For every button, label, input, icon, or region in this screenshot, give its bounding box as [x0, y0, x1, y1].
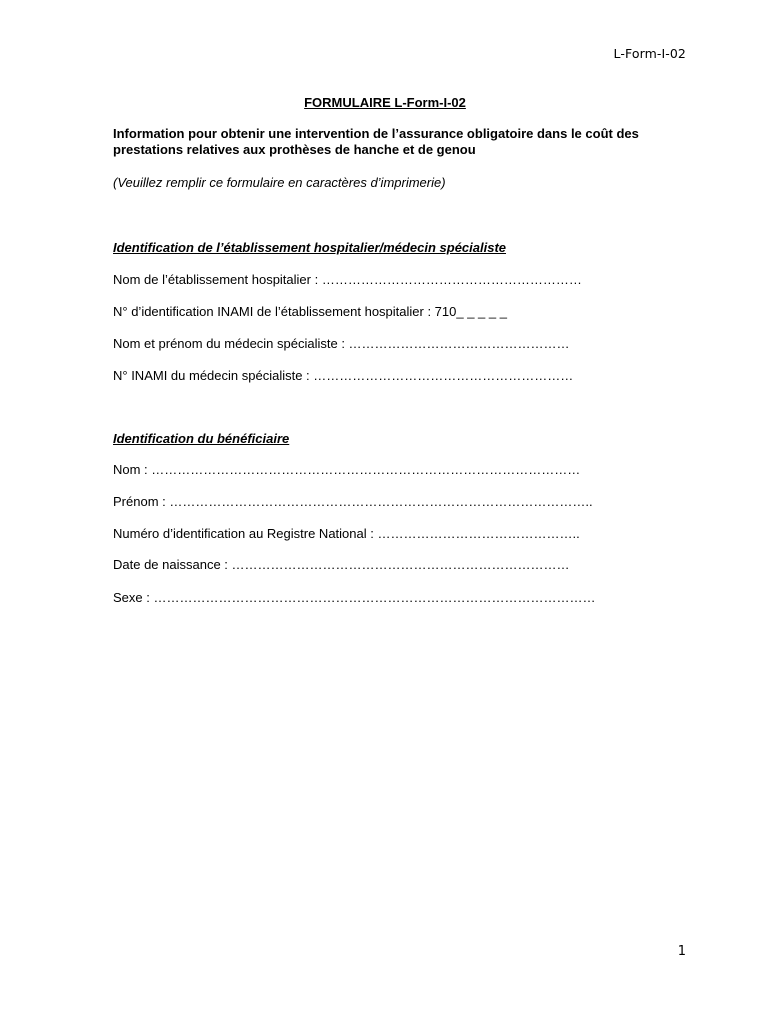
field-sex: Sexe : …………………………………………………………………………………………: [113, 590, 596, 605]
field-beneficiary-last-name: Nom : ………………………………………………………………………………………: [113, 462, 581, 477]
field-establishment-inami: N° d’identification INAMI de l’établissement hospitalier : 710_ _ _ _ _: [113, 304, 507, 319]
page-number: 1: [677, 944, 686, 959]
field-national-register-number: Numéro d’identification au Registre National : ………………………………………..: [113, 526, 580, 541]
field-birth-date: Date de naissance : ……………………………………………………………………: [113, 557, 570, 572]
section-heading-establishment: Identification de l’établissement hospitalier/médecin spécialiste: [113, 240, 507, 255]
field-specialist-name: Nom et prénom du médecin spécialiste : ……………………………………………: [113, 336, 570, 351]
field-beneficiary-first-name: Prénom : ……………………………………………………………………………………..: [113, 494, 593, 509]
section-heading-beneficiary: Identification du bénéficiaire: [113, 431, 290, 446]
form-intro: Information pour obtenir une intervention de l’assurance obligatoire dans le coût des prestations relatives aux prothèses de hanche et de genou: [113, 126, 639, 157]
document-reference: L-Form-I-02: [613, 46, 686, 61]
form-title: FORMULAIRE L-Form-I-02: [304, 95, 466, 110]
field-specialist-inami: N° INAMI du médecin spécialiste : ……………………………………………………: [113, 368, 574, 383]
field-establishment-name: Nom de l’établissement hospitalier : ……………………………………………………: [113, 272, 582, 287]
form-instruction: (Veuillez remplir ce formulaire en caractères d’imprimerie): [113, 175, 446, 190]
